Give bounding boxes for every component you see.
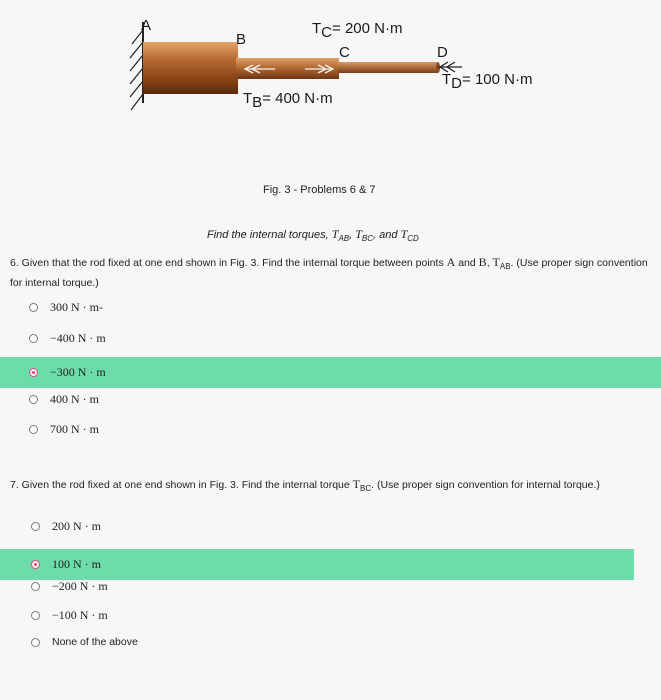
radio-button[interactable]	[29, 303, 38, 312]
radio-button[interactable]	[29, 334, 38, 343]
option-label: 100 N · m	[52, 557, 101, 571]
radio-button[interactable]	[31, 522, 40, 531]
option-label: −300 N · m	[50, 365, 106, 379]
radio-button-selected[interactable]	[29, 368, 38, 377]
q7-option-5[interactable]	[0, 627, 661, 657]
rod-segment-cd	[338, 62, 438, 73]
radio-button[interactable]	[31, 582, 40, 591]
label-d: D	[437, 44, 448, 61]
rod-segment-ab	[143, 42, 238, 94]
radio-button[interactable]	[29, 395, 38, 404]
option-label: 400 N · m	[50, 391, 99, 406]
option-label: 200 N · m	[52, 518, 101, 533]
option-label: −200 N · m	[52, 578, 108, 593]
torque-label-td: TD= 100 N·m	[442, 71, 533, 92]
q7-option-4[interactable]	[0, 600, 661, 630]
find-instruction: Find the internal torques, $T_{AB}$, $T_{BC}$, and $T_{CD}$	[207, 227, 419, 244]
radio-button[interactable]	[31, 638, 40, 647]
option-label: 300 N · m-	[50, 299, 103, 314]
question-6-text: 6. Given that the rod fixed at one end shown in Fig. 3. Find the internal torque between points A and B, $T_{AB}$. (Use proper sign convention for internal torque.)	[10, 255, 648, 290]
q6-option-5[interactable]	[0, 414, 661, 444]
radio-button[interactable]	[31, 611, 40, 620]
q7-option-1[interactable]	[0, 511, 661, 541]
radio-button-selected[interactable]	[31, 560, 40, 569]
radio-button[interactable]	[29, 425, 38, 434]
q6-option-4[interactable]	[0, 384, 661, 414]
option-label: −100 N · m	[52, 607, 108, 622]
q7-option-3[interactable]	[0, 571, 661, 601]
figure-caption: Fig. 3 - Problems 6 & 7	[263, 184, 376, 196]
q6-option-1[interactable]	[0, 292, 661, 322]
option-label: None of the above	[52, 636, 138, 648]
question-7-text: 7. Given the rod fixed at one end shown in Fig. 3. Find the internal torque $T_{BC}$. (Use proper sign convention for internal torque.)	[10, 477, 600, 494]
label-a: A	[141, 17, 152, 34]
label-b: B	[236, 31, 247, 48]
torque-figure	[0, 0, 661, 210]
option-label: −400 N · m	[50, 330, 106, 345]
q6-option-2[interactable]	[0, 323, 661, 353]
torque-label-tc: TC= 200 N·m	[312, 20, 403, 41]
option-label: 700 N · m	[50, 421, 99, 436]
torque-label-tb: TB= 400 N·m	[243, 90, 333, 111]
fixed-wall	[130, 22, 143, 110]
label-c: C	[339, 44, 350, 61]
